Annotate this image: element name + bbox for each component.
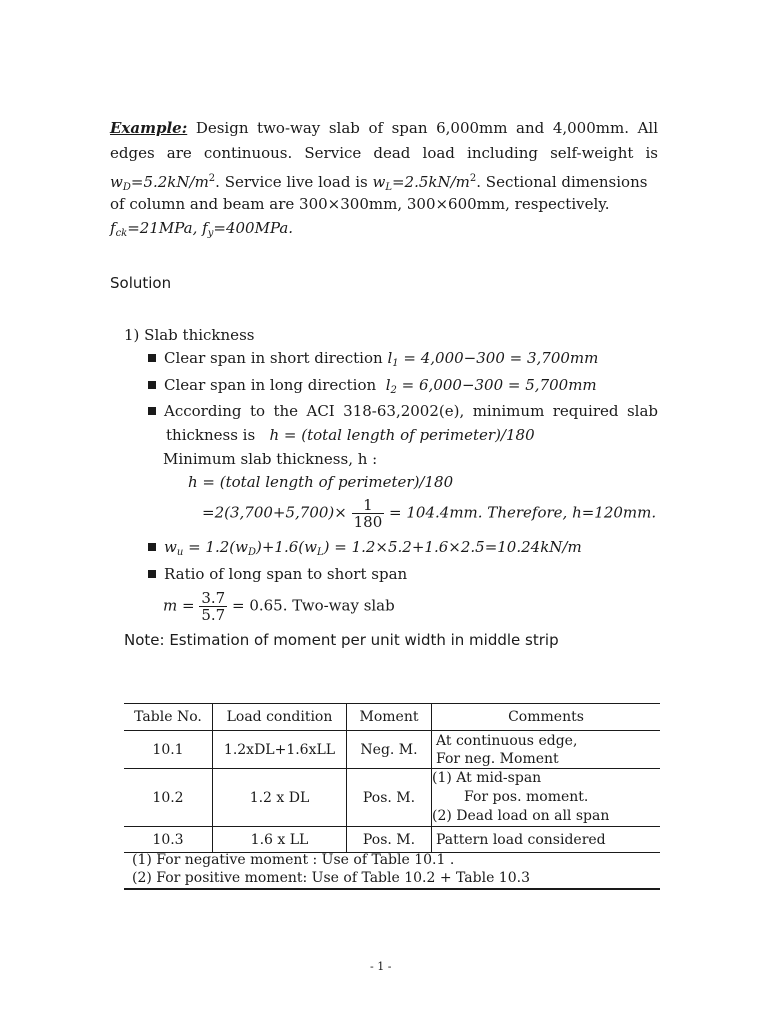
table-footnotes: [124, 851, 660, 890]
cell-table-no: 10.1: [124, 731, 213, 769]
bullet-span-ratio: Ratio of long span to short span: [148, 562, 407, 587]
cell-load: 1.2 x DL: [213, 769, 347, 827]
cell-moment: Pos. M.: [347, 827, 432, 853]
bullet-factored-load: $w_u = 1.2(w_D)+1.6(w_L) = 1.2\times 5.2+1.6\times 2.5=10.24kN/m$: [148, 535, 582, 565]
example-line-1: [110, 116, 658, 141]
cell-table-no: 10.3: [124, 827, 213, 853]
example-line-2: edges are continuous. Service dead load including self-weight is: [110, 144, 658, 162]
bullet-icon: [148, 381, 156, 389]
note-heading: Note: Estimation of moment per unit width in middle strip: [124, 631, 559, 649]
cell-load: 1.6 x LL: [213, 827, 347, 853]
fraction-1-over-180: $\frac{1}{180}$: [353, 496, 383, 531]
bullet-icon: [148, 354, 156, 362]
cell-table-no: 10.2: [124, 769, 213, 827]
example-label: Example:: [110, 119, 188, 137]
header-table-no: Table No.: [124, 704, 213, 731]
bullet-icon: [148, 407, 156, 415]
header-load-condition: Load condition: [213, 704, 347, 731]
fraction-3.7-over-5.7: $\frac{3.7}{5.7}$: [201, 589, 226, 624]
example-line-4: of column and beam are 300×300mm, 300×600mm, respectively.: [110, 195, 610, 213]
bullet-icon: [148, 543, 156, 551]
bullet-clear-span-long: Clear span in long direction $l_2 = 6,000-300 = 5,700mm$: [148, 373, 597, 403]
thickness-calculation: =2(3,700+5,700)× $\frac{1}{180}$ = 104.4mm. Therefore, h=120mm.: [202, 496, 657, 531]
cell-moment: Pos. M.: [347, 769, 432, 827]
cell-comments: Pattern load considered: [432, 827, 661, 853]
bullet-aci-requirement: According to the ACI 318-63,2002(e), minimum required slab: [148, 399, 658, 424]
table-header-row: [124, 704, 660, 731]
bullet-icon: [148, 570, 156, 578]
cell-load: 1.2xDL+1.6xLL: [213, 731, 347, 769]
table-row: [124, 827, 660, 853]
cell-moment: Neg. M.: [347, 731, 432, 769]
example-line-5: $f_{ck}=21MPa$, $f_y=400MPa$.: [110, 219, 294, 239]
cell-comments: At continuous edge, For neg. Moment: [432, 731, 661, 769]
solution-heading: Solution: [110, 274, 172, 292]
aci-thickness-line: thickness is h = (total length of perimeter)/180: [166, 426, 535, 444]
header-moment: Moment: [347, 704, 432, 731]
cell-comments: (1) At mid-span For pos. moment. (2) Dead load on all span: [432, 769, 661, 827]
moment-table: [124, 703, 660, 853]
table-row: [124, 769, 660, 827]
header-comments: Comments: [432, 704, 661, 731]
span-ratio-equation: m = $\frac{3.7}{5.7}$ = 0.65. Two-way slab: [163, 589, 395, 624]
bullet-clear-span-short: Clear span in short direction $l_1 = 4,000-300 = 3,700mm$: [148, 346, 598, 376]
footnote-negative-moment: (1) For negative moment : Use of Table 10.1 .: [132, 852, 455, 868]
example-line-1-text: Design two-way slab of span 6,000mm and 4,000mm. All: [195, 119, 658, 137]
step-1-title: 1) Slab thickness: [124, 326, 255, 344]
example-line-3: $w_D=5.2kN/m^2$. Service live load is $w_L=2.5kN/m^2$. Sectional dimensions: [110, 173, 648, 193]
footnote-positive-moment: (2) For positive moment: Use of Table 10.2 + Table 10.3: [132, 870, 530, 886]
table-row: [124, 731, 660, 769]
min-slab-thickness-eq: h = (total length of perimeter)/180: [188, 473, 454, 491]
page-number: - 1 -: [370, 960, 392, 973]
min-slab-thickness-label: Minimum slab thickness, h :: [163, 450, 378, 468]
